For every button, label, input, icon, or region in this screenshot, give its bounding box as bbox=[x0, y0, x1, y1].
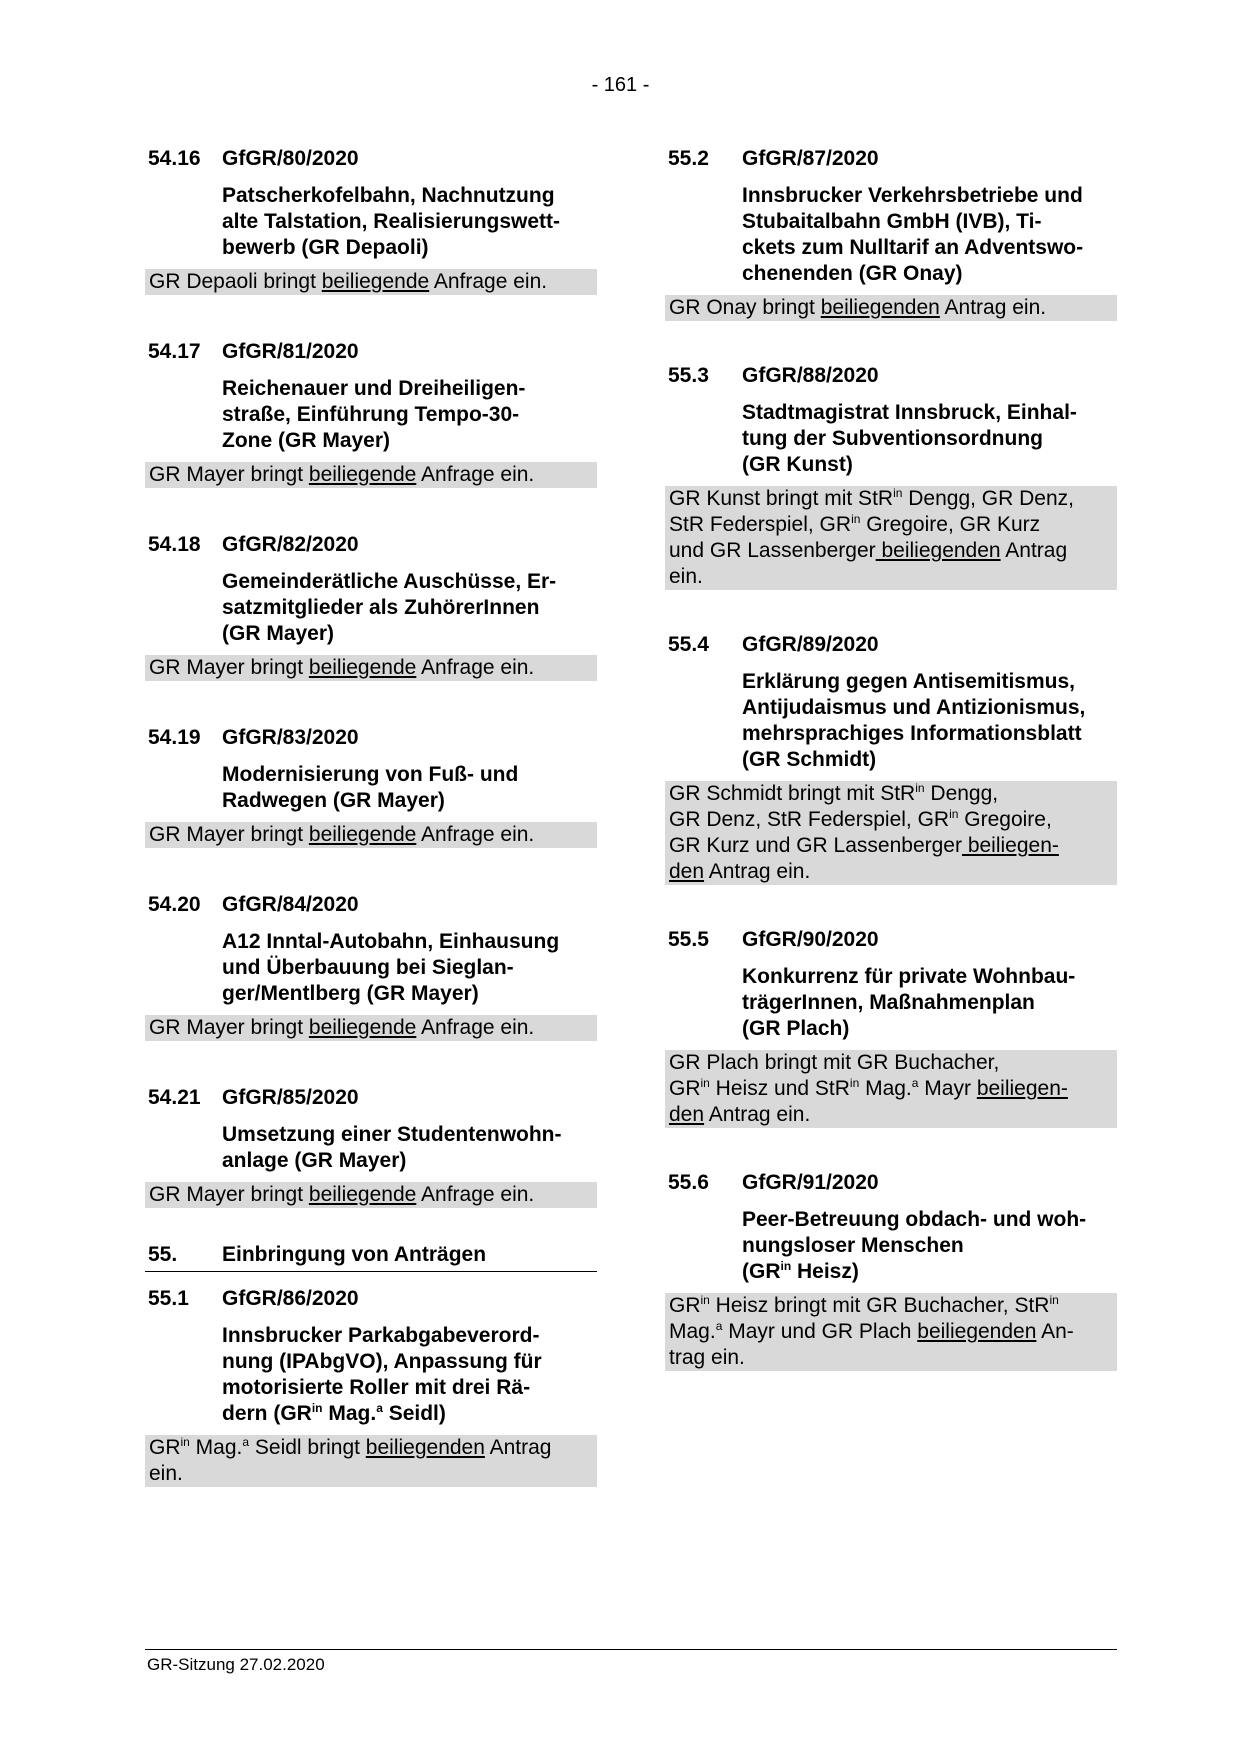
item-number: 55.2 bbox=[668, 147, 709, 170]
item-number: 55.1 bbox=[148, 1287, 189, 1310]
item-note: $GR^{in}$ Heisz bringt mit GR Buchacher, StR$^{in}$ Mag.$^a$ Mayr und GR Plach beiliegenden An- trag ein. bbox=[665, 1293, 1117, 1371]
item-code: GfGR/88/2020 bbox=[742, 364, 879, 387]
item-note: GR Onay bringt beiliegenden Antrag ein. bbox=[665, 295, 1117, 321]
item-title: A12 Inntal-Autobahn, Einhausung und Überbauung bei Sieglan- ger/Mentlberg (GR Mayer) bbox=[222, 930, 560, 1005]
item-title: Innsbrucker Parkabgabeverord- nung (IPAbgVO), Anpassung für motorisierte Roller mit drei Rä- dern ($GR^{in}$ Mag.$^a$ Seidl) bbox=[222, 1324, 542, 1425]
item-note: GR Depaoli bringt beiliegende Anfrage ein. bbox=[145, 269, 597, 295]
attachment-link[interactable]: beiliegenden bbox=[820, 296, 940, 319]
agenda-item-54-20 bbox=[145, 892, 597, 1041]
attachment-link[interactable]: beiliegende bbox=[308, 1016, 417, 1039]
attachment-link[interactable]: beiliegenden bbox=[875, 539, 1001, 562]
item-title: Modernisierung von Fuß- und Radwegen (GR Mayer) bbox=[222, 763, 519, 812]
item-note: GR Mayer bringt beiliegende Anfrage ein. bbox=[145, 1182, 597, 1208]
item-title: Umsetzung einer Studentenwohn- anlage (GR Mayer) bbox=[222, 1123, 562, 1172]
item-number: 54.19 bbox=[148, 726, 201, 749]
item-title: Erklärung gegen Antisemitismus, Antijudaismus und Antizionismus, mehrsprachiges Informationsblatt (GR Schmidt) bbox=[742, 670, 1086, 771]
section-number: 55. bbox=[148, 1243, 178, 1266]
item-note: GR Mayer bringt beiliegende Anfrage ein. bbox=[145, 1015, 597, 1041]
item-title: Konkurrenz für private Wohnbau- trägerInnen, Maßnahmenplan (GR Plach) bbox=[742, 965, 1076, 1040]
agenda-item-55-6 bbox=[665, 1170, 1117, 1371]
item-note: GR Mayer bringt beiliegende Anfrage ein. bbox=[145, 822, 597, 848]
item-code: GfGR/81/2020 bbox=[222, 340, 359, 363]
item-number: 54.21 bbox=[148, 1086, 201, 1109]
attachment-link[interactable]: beiliegen- bbox=[976, 1077, 1068, 1100]
agenda-item-55-3 bbox=[665, 363, 1117, 590]
attachment-link[interactable]: beiliegende bbox=[308, 463, 417, 486]
agenda-item-54-21 bbox=[145, 1085, 597, 1208]
section-heading bbox=[145, 1242, 597, 1272]
agenda-item-55-4 bbox=[665, 632, 1117, 885]
footer-divider bbox=[145, 1649, 1117, 1650]
left-column bbox=[145, 146, 597, 1531]
item-title: Reichenauer und Dreiheiligen- straße, Einführung Tempo-30- Zone (GR Mayer) bbox=[222, 377, 526, 452]
item-title: Peer-Betreuung obdach- und woh- nungsloser Menschen ($GR^{in}$ Heisz) bbox=[742, 1208, 1087, 1283]
item-title: Stadtmagistrat Innsbruck, Einhal- tung der Subventionsordnung (GR Kunst) bbox=[742, 401, 1077, 476]
item-note: GR Schmidt bringt mit StR$^{in}$ Dengg, GR Denz, StR Federspiel, $GR^{in}$ Gregoire, GR Kurz und GR Lassenberger beiliegen- den Antrag ein. bbox=[665, 781, 1117, 885]
attachment-link[interactable]: beiliegende bbox=[321, 270, 430, 293]
item-code: GfGR/91/2020 bbox=[742, 1171, 879, 1194]
item-title: Patscherkofelbahn, Nachnutzung alte Talstation, Realisierungswett- bewerb (GR Depaoli) bbox=[222, 184, 561, 259]
footer-text: GR-Sitzung 27.02.2020 bbox=[147, 1655, 325, 1674]
agenda-item-55-1 bbox=[145, 1286, 597, 1487]
item-number: 54.17 bbox=[148, 340, 201, 363]
attachment-link[interactable]: beiliegenden bbox=[917, 1320, 1037, 1343]
item-code: GfGR/80/2020 bbox=[222, 147, 359, 170]
attachment-link[interactable]: beiliegende bbox=[308, 656, 417, 679]
item-number: 54.16 bbox=[148, 147, 201, 170]
agenda-item-54-16 bbox=[145, 146, 597, 295]
attachment-link[interactable]: beiliegende bbox=[308, 1183, 417, 1206]
right-column bbox=[665, 146, 1117, 1415]
item-number: 55.4 bbox=[668, 633, 709, 656]
agenda-item-54-17 bbox=[145, 339, 597, 488]
item-note: $GR^{in}$ Mag.$^a$ Seidl bringt beiliegenden Antrag ein. bbox=[145, 1435, 597, 1487]
page-number: - 161 - bbox=[591, 74, 650, 96]
item-code: GfGR/89/2020 bbox=[742, 633, 879, 656]
item-note: GR Kunst bringt mit StR$^{in}$ Dengg, GR Denz, StR Federspiel, $GR^{in}$ Gregoire, GR Kurz und GR Lassenberger beiliegenden Antrag ein. bbox=[665, 486, 1117, 590]
agenda-item-55-5 bbox=[665, 927, 1117, 1128]
item-code: GfGR/85/2020 bbox=[222, 1086, 359, 1109]
item-note: GR Plach bringt mit GR Buchacher, $GR^{in}$ Heisz und StR$^{in}$ Mag.$^a$ Mayr beiliegen- den Antrag ein. bbox=[665, 1050, 1117, 1128]
item-code: GfGR/82/2020 bbox=[222, 533, 359, 556]
item-number: 55.6 bbox=[668, 1171, 709, 1194]
attachment-link[interactable]: beiliegen- bbox=[961, 834, 1059, 857]
item-code: GfGR/84/2020 bbox=[222, 893, 359, 916]
item-number: 55.5 bbox=[668, 928, 709, 951]
item-code: GfGR/90/2020 bbox=[742, 928, 879, 951]
item-number: 54.18 bbox=[148, 533, 201, 556]
agenda-item-55-2 bbox=[665, 146, 1117, 321]
section-title: Einbringung von Anträgen bbox=[222, 1243, 487, 1266]
attachment-link[interactable]: beiliegenden bbox=[365, 1436, 485, 1459]
agenda-item-54-18 bbox=[145, 532, 597, 681]
item-code: GfGR/87/2020 bbox=[742, 147, 879, 170]
item-code: GfGR/83/2020 bbox=[222, 726, 359, 749]
attachment-link[interactable]: beiliegende bbox=[308, 823, 417, 846]
agenda-item-54-19 bbox=[145, 725, 597, 848]
item-note: GR Mayer bringt beiliegende Anfrage ein. bbox=[145, 462, 597, 488]
item-code: GfGR/86/2020 bbox=[222, 1287, 359, 1310]
item-number: 54.20 bbox=[148, 893, 201, 916]
item-note: GR Mayer bringt beiliegende Anfrage ein. bbox=[145, 655, 597, 681]
item-number: 55.3 bbox=[668, 364, 709, 387]
item-title: Gemeinderätliche Auschüsse, Er- satzmitglieder als ZuhörerInnen (GR Mayer) bbox=[222, 570, 557, 645]
item-title: Innsbrucker Verkehrsbetriebe und Stubaitalbahn GmbH (IVB), Ti- ckets zum Nulltarif an Adventswo- chenenden (GR Onay) bbox=[742, 184, 1084, 285]
